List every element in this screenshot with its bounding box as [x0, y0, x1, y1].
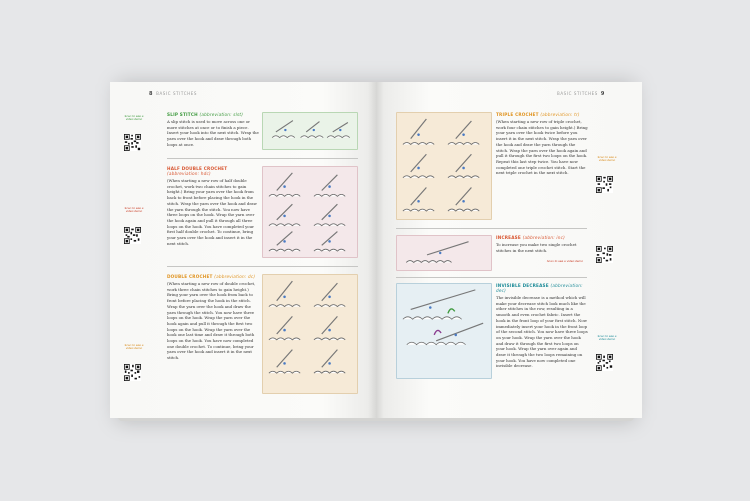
- qr-code-slip-stitch[interactable]: [124, 134, 141, 151]
- video-note-double-crochet: [122, 344, 146, 351]
- section-heading: [167, 112, 259, 117]
- video-note-text: Scan to see a video demo: [546, 259, 584, 263]
- video-note-invisible-decrease: [594, 335, 620, 342]
- slip-stitch-illustration: [262, 112, 358, 150]
- video-note-increase: [536, 260, 594, 263]
- section-title: INVISIBLE DECREASE: [496, 283, 549, 288]
- invisible-decrease-illustration: [396, 283, 492, 379]
- section-abbreviation: (abbreviation: dec): [496, 283, 583, 293]
- section-abbreviation: (abbreviation: dc): [214, 274, 256, 279]
- crochet-diagram-icon: [263, 167, 357, 257]
- section-title: HALF DOUBLE CROCHET: [167, 166, 228, 171]
- section-body: To increase you make two single crochet stitches in the next stitch.: [496, 242, 577, 253]
- triple-crochet-illustration: [396, 112, 492, 220]
- open-book: [110, 82, 642, 418]
- qr-code-icon: [596, 354, 613, 371]
- section-divider: [167, 158, 358, 159]
- video-note-text: Scan to see a video demo: [597, 334, 617, 342]
- video-note-half-double: [122, 207, 146, 214]
- section-half-double-crochet: [167, 166, 259, 246]
- section-divider: [396, 228, 587, 229]
- section-body: A slip stitch is used to move across one or more stitches at once or to finish a piece. Insert your hook into the next stitch. Wrap the yarn over the hook and draw through both loops at once.: [167, 119, 259, 147]
- left-page-number: 8: [149, 91, 154, 97]
- left-page: [110, 82, 376, 418]
- right-running-head: [557, 91, 608, 97]
- section-abbreviation: (abbreviation: tr): [540, 112, 580, 117]
- crochet-diagram-icon: [397, 284, 491, 378]
- section-body: (When starting a new row of triple crochet, work four chain stitches to gain height.) Bring your yarn over the hook twice before you insert it in the next stitch. Wrap the yarn over the hook and draw the yarn through the stitch. Wrap the yarn over the hook again and pull it through the first two loops on the hook. Repeat this last step twice. You have now completed one triple crochet stitch. Start the next triple crochet in the next stitch.: [496, 119, 588, 176]
- left-running-head: [146, 91, 197, 97]
- video-note-text: Scan to see a video demo: [124, 343, 144, 351]
- section-heading: [496, 283, 588, 293]
- right-page: [376, 82, 642, 418]
- video-note-text: Scan to see a video demo: [597, 155, 617, 163]
- video-note-text: Scan to see a video demo: [124, 206, 144, 214]
- crochet-diagram-icon: [263, 275, 357, 393]
- section-invisible-decrease: [496, 283, 588, 369]
- section-slip-stitch: [167, 112, 259, 148]
- section-abbreviation: (abbreviation: hdc): [167, 171, 211, 176]
- section-body: (When starting a new row of double crochet, work three chain stitches to gain height.) Bring your yarn over the hook from back to front before placing the hook in the stitch. Wrap the yarn over the hook and draw the yarn through the stitch. You now have three loops on the hook. Wrap the yarn over the hook again and pull it through the first two loops on the hook. Wrap the yarn over the hook one last time and draw it through both loops on the hook. You have now completed one double crochet. To continue, bring your yarn over the hook and insert it in the next stitch.: [167, 281, 256, 361]
- qr-code-increase[interactable]: [596, 246, 613, 263]
- crochet-diagram-icon: [263, 113, 357, 149]
- video-note-slip-stitch: [122, 115, 146, 122]
- section-double-crochet: [167, 274, 259, 361]
- qr-code-half-double[interactable]: [124, 227, 141, 244]
- qr-code-invisible-decrease[interactable]: [596, 354, 613, 371]
- section-title: TRIPLE CROCHET: [496, 112, 539, 117]
- section-abbreviation: (abbreviation: slst): [199, 112, 244, 117]
- qr-code-triple-crochet[interactable]: [596, 176, 613, 193]
- section-title: DOUBLE CROCHET: [167, 274, 213, 279]
- increase-illustration: [396, 235, 492, 271]
- section-heading: [167, 166, 259, 176]
- video-note-text: Scan to see a video demo: [124, 114, 144, 122]
- qr-code-icon: [596, 246, 613, 263]
- qr-code-icon: [124, 227, 141, 244]
- right-runhead-title: BASIC STITCHES: [557, 91, 598, 96]
- crochet-diagram-icon: [397, 236, 491, 270]
- qr-code-double-crochet[interactable]: [124, 364, 141, 381]
- section-divider: [396, 277, 587, 278]
- qr-code-icon: [124, 364, 141, 381]
- section-title: INCREASE: [496, 235, 521, 240]
- right-page-number: 9: [600, 91, 605, 97]
- section-title: SLIP STITCH: [167, 112, 198, 117]
- section-body: (When starting a new row of half double crochet, work two chain stitches to gain height.) Bring your yarn over the hook from back to front before placing the hook in the stitch. Wrap the yarn over the hook and draw the yarn through the stitch. You now have three loops on the hook. Wrap the yarn over the hook again and pull it through all three loops on the hook. You have completed your first half double crochet. To continue, bring your yarn over the hook and insert it in the next stitch.: [167, 178, 257, 246]
- section-heading: [167, 274, 259, 279]
- section-heading: [496, 235, 588, 240]
- section-increase: [496, 235, 588, 253]
- qr-code-icon: [124, 134, 141, 151]
- qr-code-icon: [596, 176, 613, 193]
- half-double-crochet-illustration: [262, 166, 358, 258]
- left-runhead-title: BASIC STITCHES: [156, 91, 197, 96]
- section-divider: [167, 266, 358, 267]
- video-note-triple-crochet: [594, 156, 620, 163]
- section-body: The invisible decrease is a method which will make your decrease stitch look much like the other stitches in the row, resulting in a smooth and even crochet fabric. Insert the hook in the front loop of your first stitch. Now immediately insert your hook in the front loop of the second stitch. You now have three loops on your hook. Wrap the yarn over the hook and draw it through the first two loops on your hook. Wrap the yarn over again and draw it through the two loops remaining on your hook. You have now completed one invisible decrease.: [496, 295, 588, 369]
- crochet-diagram-icon: [397, 113, 491, 219]
- section-abbreviation: (abbreviation: inc): [522, 235, 565, 240]
- double-crochet-illustration: [262, 274, 358, 394]
- section-triple-crochet: [496, 112, 588, 176]
- section-heading: [496, 112, 588, 117]
